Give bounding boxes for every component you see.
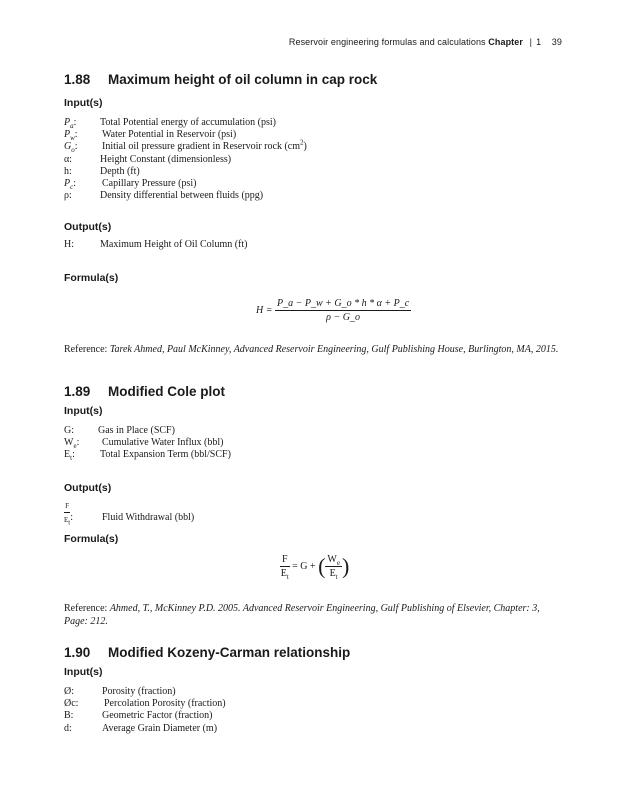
running-head-separator: |	[529, 37, 533, 47]
formula-denominator: $E_t$	[280, 568, 289, 581]
running-head-title: Reservoir engineering formulas and calculations	[288, 37, 486, 47]
formula-numerator: F	[282, 554, 288, 565]
section-heading: Modified Kozeny-Carman relationship	[108, 645, 351, 660]
variable-symbol: $E_t$:	[64, 449, 75, 463]
variable-description: Geometric Factor (fraction)	[102, 710, 213, 722]
formula-heading: Formula(s)	[64, 272, 119, 284]
output-list-1-88	[64, 239, 248, 251]
variable-symbol: h:	[64, 165, 72, 177]
section-title-1-89	[64, 384, 225, 399]
variable-symbol: G:	[64, 425, 75, 436]
input-row	[64, 698, 226, 710]
input-row	[64, 117, 307, 129]
input-row	[64, 154, 307, 166]
variable-symbol: Ø:	[64, 686, 75, 697]
variable-description: Fluid Withdrawal (bbl)	[102, 512, 195, 524]
variable-description: Height Constant (dimensionless)	[100, 153, 232, 165]
section-heading: Maximum height of oil column in cap rock	[108, 72, 378, 87]
input-row	[64, 141, 307, 153]
variable-description: Depth (ft)	[100, 165, 140, 177]
variable-description: Total Expansion Term (bbl/SCF)	[100, 449, 231, 461]
input-list-1-88	[64, 117, 307, 202]
section-title-1-88	[64, 72, 377, 87]
formula-lhs: H	[256, 304, 264, 316]
outputs-heading: Output(s)	[64, 221, 112, 233]
formula-modified-cole: $\frac{F}{E_t}$ = G + ( $\frac{W_e}{E_t}$ )	[280, 553, 350, 581]
inputs-heading: Input(s)	[64, 666, 103, 678]
variable-description: Capillary Pressure (psi)	[102, 178, 197, 190]
formula-numerator: P_a − P_w + G_o * h * α + P_c	[276, 298, 410, 309]
variable-description: Density differential between fluids (ppg)	[100, 190, 264, 202]
variable-symbol: $G_o$:	[64, 141, 78, 155]
reference-label: Reference:	[64, 603, 108, 614]
variable-description: Total Potential energy of accumulation (psi)	[100, 117, 277, 128]
running-head-chapter-number: 1	[536, 37, 542, 47]
formula-denominator: ρ − G_o	[326, 312, 360, 323]
inputs-heading: Input(s)	[64, 97, 103, 109]
variable-symbol: Øc:	[64, 698, 79, 710]
variable-description: Maximum Height of Oil Column (ft)	[100, 239, 248, 250]
formula-max-oil-column: H = $\frac{P\_a - P\_w + G\_o * h * \alpha + P\_c}{\rho - G\_o}$	[256, 298, 410, 323]
variable-description: Cumulative Water Influx (bbl)	[102, 437, 224, 449]
reference-label: Reference:	[64, 344, 108, 355]
output-list-1-89	[64, 500, 194, 526]
right-paren: )	[341, 553, 350, 579]
input-row	[64, 710, 226, 722]
variable-symbol: $P_w$:	[64, 129, 78, 143]
reference-text: Tarek Ahmed, Paul McKinney, Advanced Reservoir Engineering, Gulf Publishing House, Burlington, MA, 2015.	[109, 344, 559, 355]
variable-description: Porosity (fraction)	[102, 686, 176, 697]
page-number: 39	[551, 37, 562, 47]
variable-description: Gas in Place (SCF)	[98, 425, 175, 436]
reference-text: Ahmed, T., McKinney P.D. 2005. Advanced Reservoir Engineering, Gulf Publishing of Elsevier, Chapter: 3, Page: 212.	[64, 603, 540, 627]
running-head-chapter-label: Chapter	[488, 37, 523, 47]
input-row	[64, 166, 307, 178]
variable-symbol: $\frac{F}{E_t}$ :	[64, 502, 74, 527]
variable-description: Percolation Porosity (fraction)	[104, 698, 226, 710]
output-row	[64, 239, 248, 251]
section-number: 1.90	[64, 645, 91, 660]
section-number: 1.88	[64, 72, 91, 87]
variable-symbol: $P_a$:	[64, 117, 77, 130]
section-title-1-90	[64, 645, 350, 660]
formula-lhs-fraction	[280, 554, 290, 579]
formula-denominator: $E_t$	[329, 568, 338, 581]
variable-description: Water Potential in Reservoir (psi)	[102, 129, 237, 141]
formula-rhs-fraction	[325, 554, 342, 579]
variable-symbol: H:	[64, 239, 75, 250]
left-paren: (	[318, 553, 326, 579]
variable-symbol: ρ:	[64, 190, 72, 202]
section-number: 1.89	[64, 384, 91, 399]
reference-1-89	[64, 602, 564, 628]
variable-description: Initial oil pressure gradient in Reservoir rock $(cm^2)$	[102, 139, 307, 153]
variable-symbol: $W_e$:	[64, 437, 80, 451]
variable-symbol: B:	[64, 710, 74, 722]
variable-description: Average Grain Diameter (m)	[102, 722, 218, 734]
section-heading: Modified Cole plot	[108, 384, 225, 399]
input-row	[64, 129, 307, 141]
formula-fraction	[275, 298, 411, 323]
input-list-1-90	[64, 686, 226, 735]
output-fraction-symbol: $\frac{F}{E_t}$	[64, 502, 71, 527]
input-row	[64, 686, 226, 698]
reference-1-88	[64, 343, 564, 356]
input-row	[64, 190, 307, 202]
input-list-1-89	[64, 425, 231, 462]
formula-heading: Formula(s)	[64, 533, 119, 545]
formula-numerator: $W_e$	[327, 554, 340, 567]
running-head	[289, 37, 562, 47]
outputs-heading: Output(s)	[64, 482, 112, 494]
input-row	[64, 449, 231, 461]
output-row	[64, 500, 194, 526]
variable-symbol: d:	[64, 722, 72, 734]
formula-middle: G +	[300, 560, 316, 572]
variable-symbol: $P_c$:	[64, 178, 76, 192]
input-row	[64, 425, 231, 437]
input-row	[64, 723, 226, 735]
variable-symbol: α:	[64, 153, 73, 165]
input-row	[64, 437, 231, 449]
inputs-heading: Input(s)	[64, 405, 103, 417]
input-row	[64, 178, 307, 190]
